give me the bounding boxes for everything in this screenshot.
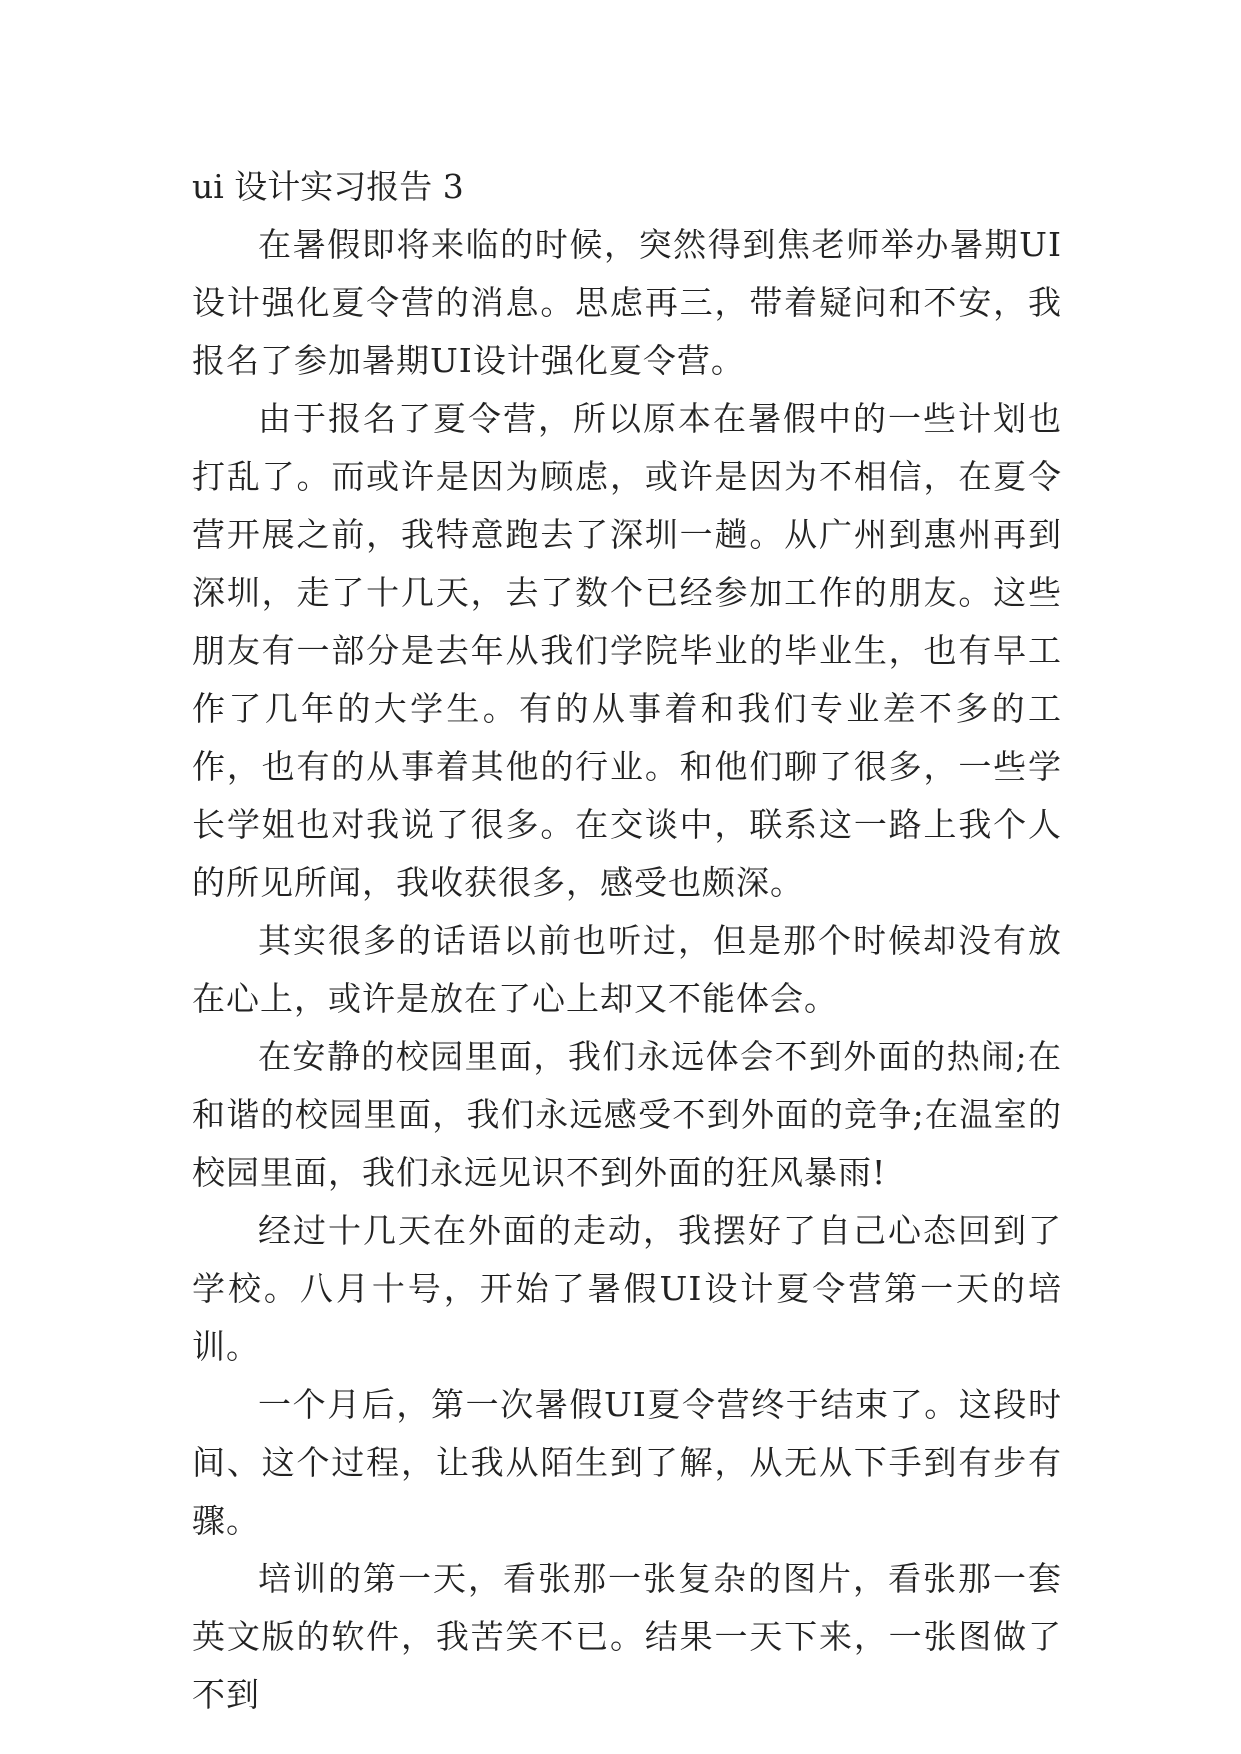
paragraph: 一个月后，第一次暑假UI夏令营终于结束了。这段时间、这个过程，让我从陌生到了解，从无从下手到有步有骤。 <box>192 1385 1062 1540</box>
paragraph: 培训的第一天，看张那一张复杂的图片，看张那一套英文版的软件，我苦笑不已。结果一天下来，一张图做了不到 <box>192 1559 1062 1714</box>
paragraph: 其实很多的话语以前也听过，但是那个时候却没有放在心上，或许是放在了心上却又不能体会。 <box>192 921 1062 1018</box>
document-title: ui 设计实习报告 3 <box>192 167 464 206</box>
document-body <box>192 158 1062 1724</box>
paragraph: 在暑假即将来临的时候，突然得到焦老师举办暑期UI设计强化夏令营的消息。思虑再三，带着疑问和不安，我报名了参加暑期UI设计强化夏令营。 <box>192 225 1062 380</box>
paragraph: 由于报名了夏令营，所以原本在暑假中的一些计划也打乱了。而或许是因为顾虑，或许是因为不相信，在夏令营开展之前，我特意跑去了深圳一趟。从广州到惠州再到深圳，走了十几天，去了数个已经参加工作的朋友。这些朋友有一部分是去年从我们学院毕业的毕业生，也有早工作了几年的大学生。有的从事着和我们专业差不多的工作，也有的从事着其他的行业。和他们聊了很多，一些学长学姐也对我说了很多。在交谈中，联系这一路上我个人的所见所闻，我收获很多，感受也颇深。 <box>192 399 1062 902</box>
paragraph: 在安静的校园里面，我们永远体会不到外面的热闹;在和谐的校园里面，我们永远感受不到外面的竞争;在温室的校园里面，我们永远见识不到外面的狂风暴雨! <box>192 1037 1062 1192</box>
paragraph: 经过十几天在外面的走动，我摆好了自己心态回到了学校。八月十号，开始了暑假UI设计夏令营第一天的培训。 <box>192 1211 1062 1366</box>
